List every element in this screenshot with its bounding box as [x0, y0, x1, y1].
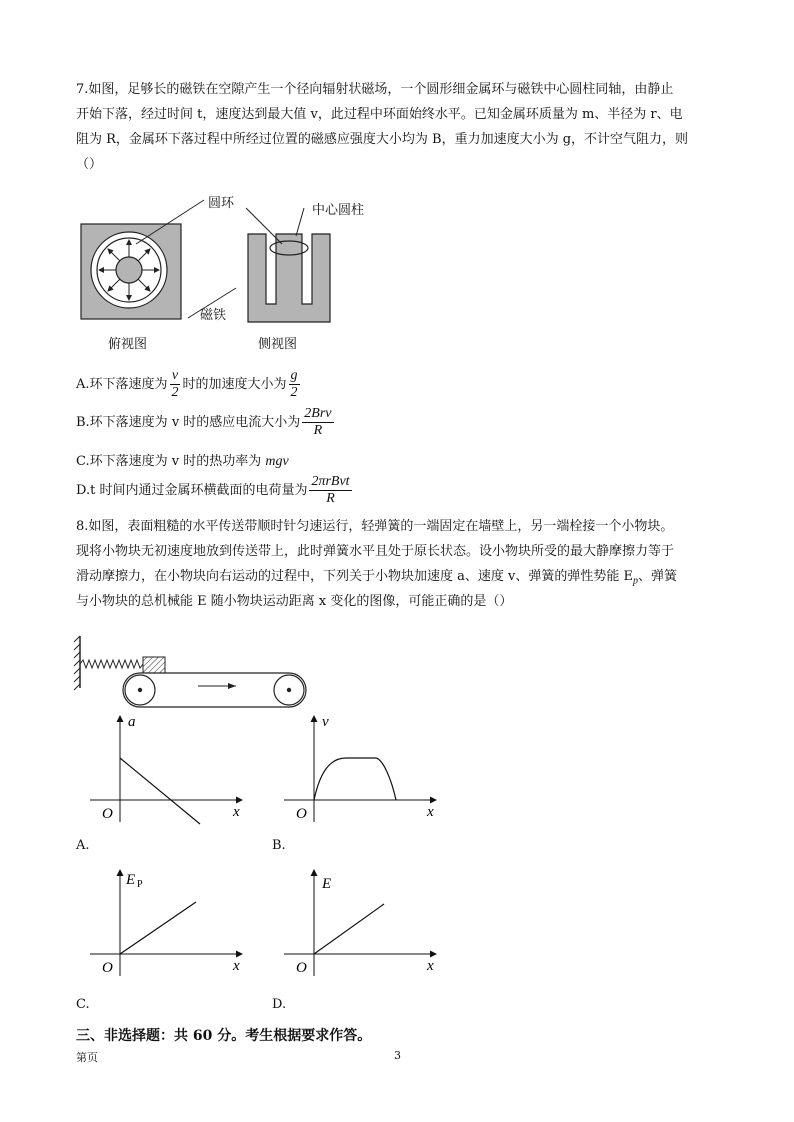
page-number: 3 — [394, 1049, 401, 1062]
spring-diagram — [80, 660, 143, 668]
top-view-caption: 俯视图 — [108, 337, 148, 352]
q8-line-1: 8.如图，表面粗糙的水平传送带顺时针匀速运行，轻弹簧的一端固定在墙壁上，另一端栓接一个小物块。 — [76, 519, 674, 534]
q7-option-a: A.环下落速度为 $\frac{v}{2}$ 时的加速度大小为 $\frac{g}{2}$ — [76, 368, 298, 400]
graph-a-y-label: a — [128, 714, 136, 730]
q7-line-4: （） — [76, 157, 103, 172]
graph-b-x-label: x — [427, 804, 434, 820]
graph-a-letter: A. — [76, 838, 90, 853]
graph-c-x-label: x — [233, 958, 240, 974]
graph-b-y-label: v — [322, 714, 329, 730]
q8-line-3: 滑动摩擦力，在小物块向右运动的过程中，下列关于小物块加速度 a、速度 v、弹簧的弹性势能 $E_p$、弹簧 — [76, 569, 677, 587]
center-column-label: 中心圆柱 — [312, 203, 365, 218]
graph-d-x-label: x — [427, 958, 434, 974]
wall-diagram — [74, 636, 80, 690]
graph-b-letter: B. — [272, 838, 286, 853]
graph-d-origin: O — [296, 960, 307, 976]
graph-a-origin: O — [102, 806, 113, 822]
side-view-caption: 侧视图 — [258, 337, 298, 352]
graph-c-y-subscript: P — [137, 879, 143, 890]
q7-line-3: 阻为 R，金属环下落过程中所经过位置的磁感应强度大小均为 B，重力加速度大小为 g，不计空气阻力，则 — [76, 132, 689, 147]
section-3-heading: 三、非选择题：共 60 分。考生根据要求作答。 — [76, 1028, 372, 1044]
graph-a-x-label: x — [233, 804, 240, 820]
graph-d-letter: D. — [272, 997, 287, 1012]
conveyor-figure — [70, 632, 320, 712]
q7-line-2: 开始下落，经过时间 t，速度达到最大值 v，此过程中环面始终水平。已知金属环质量为 m、半径为 r、电 — [76, 107, 683, 122]
q7-option-d: D.t 时间内通过金属环横截面的电荷量为 $\frac{\text{2πrBvt}}{R}$ — [76, 474, 350, 506]
graph-b — [284, 712, 444, 827]
graph-a — [90, 712, 250, 827]
q7-option-c: C.环下落速度为 v 时的热功率为 mgv — [76, 454, 289, 469]
graph-b-origin: O — [296, 806, 307, 822]
graph-c-letter: C. — [76, 997, 90, 1012]
belt-diagram — [123, 673, 306, 707]
q8-line-2: 现将小物块无初速度地放到传送带上，此时弹簧水平且处于原长状态。设小物块所受的最大静摩擦力等于 — [76, 544, 675, 559]
q7-option-b: B.环下落速度为 v 时的感应电流大小为 $\frac{\text{2Brv}}{R}$ — [76, 406, 332, 438]
graph-d — [284, 866, 444, 981]
magnet-label: 磁铁 — [200, 308, 227, 323]
q7-line-1: 7.如图，足够长的磁铁在空隙产生一个径向辐射状磁场，一个圆形细金属环与磁铁中心圆柱同轴，由静止 — [76, 82, 674, 97]
graph-d-y-label: E — [322, 876, 332, 892]
footer-label: 第页 — [76, 1051, 98, 1064]
graph-c-origin: O — [102, 960, 113, 976]
q8-line-4: 与小物块的总机械能 E 随小物块运动距离 x 变化的图像，可能正确的是（） — [76, 594, 513, 609]
top-view-diagram — [81, 200, 204, 319]
ring-label: 圆环 — [208, 196, 235, 211]
graph-c — [90, 866, 250, 981]
graph-c-y-label: E — [126, 872, 136, 888]
block-diagram — [143, 657, 165, 673]
